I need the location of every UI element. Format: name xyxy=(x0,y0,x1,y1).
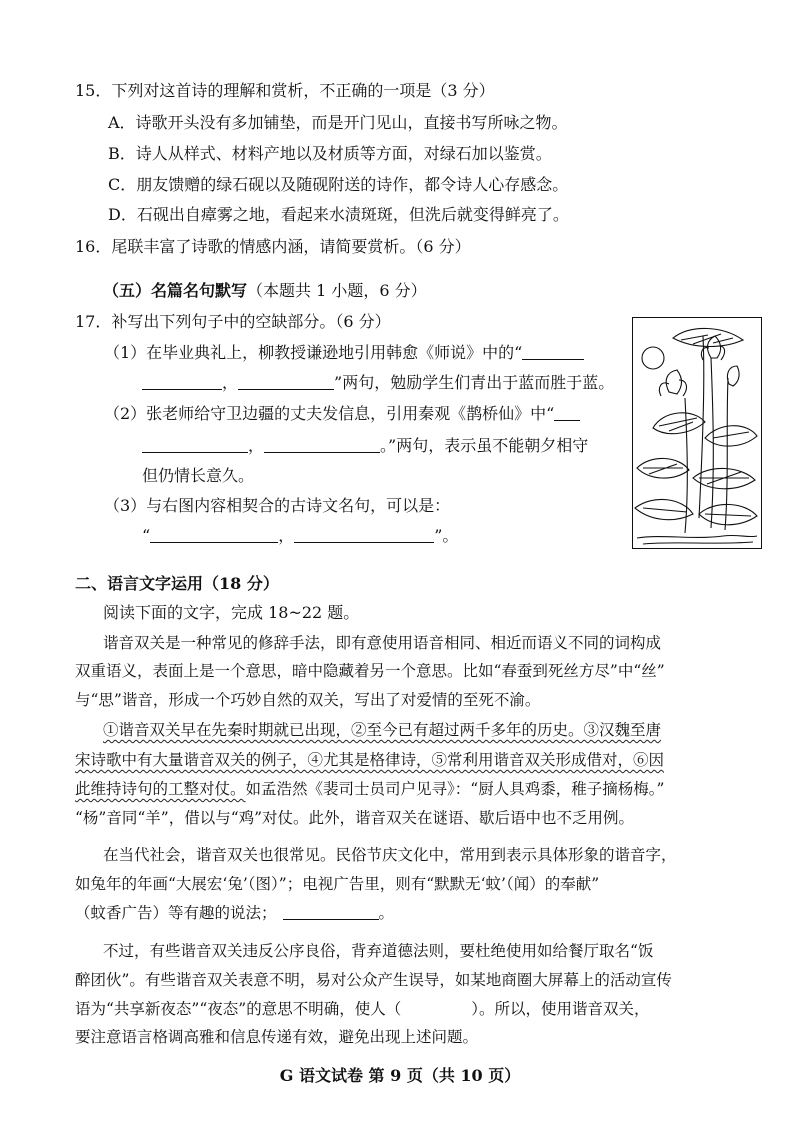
q17-item-2-line-3: 但仍情长意久。 xyxy=(142,466,255,485)
q17-item-3-line-1: （3）与右图内容相契合的古诗文名句，可以是： xyxy=(104,496,451,515)
comma: ， xyxy=(222,373,239,392)
question-15-option-c: C．朋友馈赠的绿石砚以及随砚附送的诗作，都令诗人心存感念。 xyxy=(108,175,569,194)
section-5-title: （五）名篇名句默写 xyxy=(103,281,248,300)
q17-item-1-text-end: ”两句，勉励学生们青出于蓝而胜于蓝。 xyxy=(334,373,615,392)
passage-p4-text: 语为“共享新夜态”“夜态”的意思不明确，使人（ xyxy=(75,1000,402,1018)
answer-blank[interactable] xyxy=(238,373,334,390)
passage-p3-text: （蚊香广告）等有趣的说法； xyxy=(75,904,277,922)
period: 。 xyxy=(378,904,395,922)
answer-blank[interactable] xyxy=(554,404,580,421)
page-footer: G 语文试卷 第 9 页（共 10 页） xyxy=(279,1066,521,1085)
answer-blank[interactable] xyxy=(142,436,248,453)
passage-p3-line-1: 在当代社会，谐音双关也很常见。民俗节庆文化中，常用到表示具体形象的谐音字， xyxy=(103,846,677,864)
question-15-option-b: B．诗人从样式、材料产地以及材质等方面，对绿石加以鉴赏。 xyxy=(108,144,552,163)
passage-p1-line-3: 与“思”谐音，形成一个巧妙自然的双关，写出了对爱情的至死不渝。 xyxy=(75,691,541,709)
answer-blank[interactable] xyxy=(150,526,278,543)
answer-blank[interactable] xyxy=(522,343,584,360)
close-quote: ”。 xyxy=(434,526,459,545)
part-2-title: 二、语言文字运用（18 分） xyxy=(75,574,279,593)
q17-item-2-line-2 xyxy=(142,436,588,456)
question-16-stem: 16．尾联丰富了诗歌的情感内涵，请简要赏析。（6 分） xyxy=(75,237,471,256)
passage-p3-line-2: 如兔年的年画“大展宏‘兔’（图）”；电视广告里，则有“默默无‘蚊’（闻）的奉献” xyxy=(75,875,600,893)
passage-p1-line-2: 双重语义，表面上是一个意思，暗中隐藏着另一个意思。比如“春蚕到死丝方尽”中“丝” xyxy=(75,662,665,680)
q17-item-3-line-2 xyxy=(142,526,458,546)
passage-p4-text-end: ）。所以，使用谐音双关， xyxy=(471,1000,650,1018)
answer-blank[interactable] xyxy=(294,526,434,543)
passage-p4-line-2: 醉团伙”。有些谐音双关表意不明，易对公众产生误导，如某地商圈大屏幕上的活动宣传 xyxy=(75,971,672,989)
passage-p4-line-4: 要注意语言格调高雅和信息传递有效，避免出现上述问题。 xyxy=(75,1028,479,1046)
q17-item-2-text: （2）张老师给守卫边疆的丈夫发信息，引用秦观《鹊桥仙》中“ xyxy=(104,404,555,423)
q17-item-1-line-2 xyxy=(142,373,614,393)
lotus-icon xyxy=(633,318,760,547)
lotus-pond-illustration xyxy=(632,317,762,549)
question-15-option-a: A．诗歌开头没有多加铺垫，而是开门见山，直接书写所咏之物。 xyxy=(108,113,568,132)
question-15-stem: 15．下列对这首诗的理解和赏析，不正确的一项是（3 分） xyxy=(75,81,495,100)
question-15-option-d: D．石砚出自瘴雾之地，看起来水渍斑斑，但洗后就变得鲜亮了。 xyxy=(108,205,569,224)
q17-item-2-line-1 xyxy=(104,404,580,424)
section-5-heading xyxy=(103,281,427,301)
passage-p4-line-3 xyxy=(75,999,735,1019)
answer-blank[interactable] xyxy=(264,436,380,453)
q17-item-1-text: （1）在毕业典礼上，柳教授谦逊地引用韩愈《师说》中的“ xyxy=(104,343,523,362)
passage-p2-example: 如孟浩然《裴司士员司户见寻》：“厨人具鸡黍，稚子摘杨梅。” xyxy=(245,780,665,798)
open-quote: “ xyxy=(142,526,151,545)
passage-p4-line-1: 不过，有些谐音双关违反公序良俗，背弃道德法则，要杜绝使用如给餐厅取名“饭 xyxy=(103,942,654,960)
answer-blank[interactable] xyxy=(142,373,222,390)
question-17-stem: 17．补写出下列句子中的空缺部分。（6 分） xyxy=(75,312,391,331)
passage-p2-line-1: ①谐音双关早在先秦时期就已出现，②至今已有超过两千多年的历史。③汉魏至唐 xyxy=(103,721,662,739)
part-2-intro: 阅读下面的文字，完成 18~22 题。 xyxy=(103,603,360,622)
comma: ， xyxy=(248,436,265,455)
passage-p2-underlined: 此维持诗句的工整对仗。 xyxy=(75,780,246,798)
q17-item-1-line-1 xyxy=(104,343,584,363)
passage-p1-line-1: 谐音双关是一种常见的修辞手法，即有意使用语音相同、相近而语义不同的词构成 xyxy=(103,634,662,652)
comma: ， xyxy=(278,526,295,545)
section-5-note: （本题共 1 小题，6 分） xyxy=(247,281,427,300)
passage-p2-line-2: 宋诗歌中有大量谐音双关的例子，④尤其是格律诗，⑤常利用谐音双关形成借对，⑥因 xyxy=(75,751,665,769)
passage-p3-line-3 xyxy=(75,903,735,923)
q17-item-2-text-end: 。”两句，表示虽不能朝夕相守 xyxy=(380,436,589,455)
passage-p2-line-4: “杨”音同“羊”，借以与“鸡”对仗。此外，谐音双关在谜语、歇后语中也不乏用例。 xyxy=(75,809,635,827)
passage-p2-line-3 xyxy=(75,779,735,799)
answer-blank[interactable] xyxy=(283,903,379,920)
